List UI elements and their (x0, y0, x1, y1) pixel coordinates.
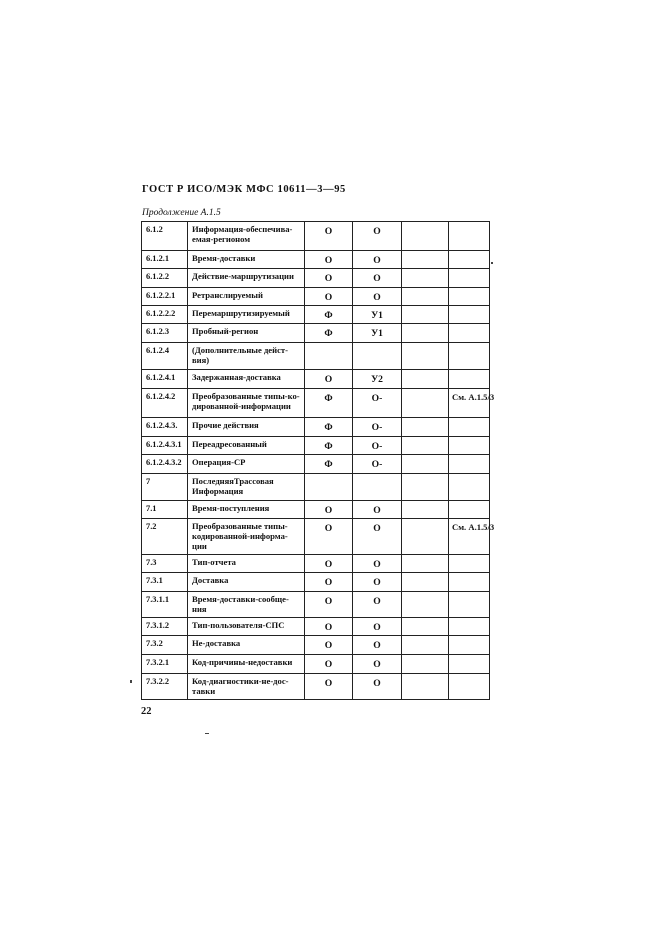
base-status (305, 474, 353, 501)
table-row (142, 673, 490, 699)
element-name: Преобразованные типы-ко-дированной-информации (188, 389, 305, 418)
base-status: О (305, 591, 353, 617)
profile-status: У1 (353, 324, 402, 343)
section-number: 6.1.2.1 (142, 251, 188, 269)
section-number: 6.1.2 (142, 222, 188, 251)
reference-note (449, 324, 490, 343)
support-status (402, 554, 449, 572)
section-number: 7.1 (142, 501, 188, 519)
profile-status: О (353, 572, 402, 591)
profile-status (353, 474, 402, 501)
reference-note: См. А.1.5/3 (449, 389, 490, 418)
table-row (142, 269, 490, 288)
base-status: О (305, 554, 353, 572)
base-status (305, 343, 353, 370)
support-status (402, 617, 449, 635)
reference-note (449, 418, 490, 437)
reference-note (449, 591, 490, 617)
reference-note (449, 617, 490, 635)
support-status (402, 635, 449, 654)
support-status (402, 519, 449, 555)
profile-status: О (353, 288, 402, 306)
support-status (402, 654, 449, 673)
reference-note (449, 306, 490, 324)
reference-note (449, 288, 490, 306)
profile-status: О (353, 654, 402, 673)
table-row (142, 437, 490, 455)
section-number: 7.3.2 (142, 635, 188, 654)
profile-status: О (353, 519, 402, 555)
base-status: О (305, 251, 353, 269)
reference-note (449, 251, 490, 269)
table-row (142, 343, 490, 370)
base-status: О (305, 673, 353, 699)
element-name: Код-диагностики-не-дос-тавки (188, 673, 305, 699)
table-row (142, 222, 490, 251)
page-number: 22 (141, 706, 152, 717)
profile-status: О (353, 673, 402, 699)
base-status: О (305, 654, 353, 673)
profile-status: О (353, 251, 402, 269)
table-row (142, 519, 490, 555)
base-status: О (305, 288, 353, 306)
profile-status: О (353, 591, 402, 617)
reference-note (449, 343, 490, 370)
document-title: ГОСТ Р ИСО/МЭК МФС 10611—3—95 (142, 184, 346, 195)
support-status (402, 288, 449, 306)
reference-note (449, 554, 490, 572)
table-row (142, 654, 490, 673)
base-status: Ф (305, 389, 353, 418)
base-status: О (305, 222, 353, 251)
section-number: 6.1.2.4 (142, 343, 188, 370)
section-number: 7.3.2.2 (142, 673, 188, 699)
section-number: 7.3.1.1 (142, 591, 188, 617)
section-number: 6.1.2.4.2 (142, 389, 188, 418)
base-status: Ф (305, 306, 353, 324)
reference-note (449, 269, 490, 288)
profile-status (353, 343, 402, 370)
base-status: О (305, 635, 353, 654)
reference-note (449, 501, 490, 519)
table-row (142, 251, 490, 269)
element-name: Прочие действия (188, 418, 305, 437)
section-number: 6.1.2.3 (142, 324, 188, 343)
support-status (402, 306, 449, 324)
table-row (142, 306, 490, 324)
profile-status: О (353, 501, 402, 519)
base-status: О (305, 617, 353, 635)
section-number: 6.1.2.4.3.2 (142, 455, 188, 474)
element-name: Код-причины-недоставки (188, 654, 305, 673)
section-number: 6.1.2.2.2 (142, 306, 188, 324)
table-row (142, 418, 490, 437)
profile-status: О (353, 617, 402, 635)
support-status (402, 673, 449, 699)
support-status (402, 324, 449, 343)
base-status: О (305, 519, 353, 555)
table-row (142, 288, 490, 306)
profile-status: О- (353, 418, 402, 437)
requirements-table (141, 221, 495, 700)
profile-status: О (353, 222, 402, 251)
element-name: Перемаршрутизируемый (188, 306, 305, 324)
reference-note (449, 673, 490, 699)
base-status: О (305, 572, 353, 591)
support-status (402, 222, 449, 251)
support-status (402, 343, 449, 370)
element-name: Преобразованные типы-кодированной-информа-ции (188, 519, 305, 555)
base-status: О (305, 501, 353, 519)
reference-note (449, 654, 490, 673)
element-name: Пробный-регион (188, 324, 305, 343)
table-row (142, 389, 490, 418)
reference-note (449, 370, 490, 389)
element-name: Операция-СР (188, 455, 305, 474)
table-row (142, 455, 490, 474)
profile-status: О (353, 554, 402, 572)
reference-note (449, 572, 490, 591)
support-status (402, 474, 449, 501)
support-status (402, 591, 449, 617)
support-status (402, 269, 449, 288)
scan-speck (491, 262, 493, 264)
element-name: Время-поступления (188, 501, 305, 519)
base-status: О (305, 370, 353, 389)
table-row (142, 501, 490, 519)
table-row (142, 635, 490, 654)
reference-note (449, 455, 490, 474)
element-name: (Дополнительные дейст-вия) (188, 343, 305, 370)
base-status: Ф (305, 418, 353, 437)
element-name: Ретранслируемый (188, 288, 305, 306)
scan-speck (205, 733, 209, 734)
element-name: Не-доставка (188, 635, 305, 654)
profile-status: У1 (353, 306, 402, 324)
section-number: 7.3.1 (142, 572, 188, 591)
table-row (142, 324, 490, 343)
support-status (402, 370, 449, 389)
base-status: О (305, 269, 353, 288)
table-row (142, 591, 490, 617)
support-status (402, 455, 449, 474)
reference-note (449, 437, 490, 455)
support-status (402, 389, 449, 418)
profile-status: О- (353, 455, 402, 474)
support-status (402, 418, 449, 437)
section-number: 7.3.2.1 (142, 654, 188, 673)
support-status (402, 572, 449, 591)
profile-status: О (353, 269, 402, 288)
section-number: 6.1.2.2 (142, 269, 188, 288)
element-name: ПоследняяТрассовая Информация (188, 474, 305, 501)
table-row (142, 554, 490, 572)
reference-note (449, 635, 490, 654)
section-number: 7 (142, 474, 188, 501)
element-name: Время-доставки-сообще-ния (188, 591, 305, 617)
section-number: 7.3.1.2 (142, 617, 188, 635)
profile-status: О- (353, 389, 402, 418)
element-name: Доставка (188, 572, 305, 591)
profile-status: О (353, 635, 402, 654)
element-name: Тип-отчета (188, 554, 305, 572)
section-number: 7.2 (142, 519, 188, 555)
section-number: 6.1.2.2.1 (142, 288, 188, 306)
element-name: Задержанная-доставка (188, 370, 305, 389)
section-number: 7.3 (142, 554, 188, 572)
profile-status: О- (353, 437, 402, 455)
section-number: 6.1.2.4.3.1 (142, 437, 188, 455)
scan-speck (130, 680, 132, 683)
reference-note: См. А.1.5/3 (449, 519, 490, 555)
table-body (142, 222, 495, 700)
section-number: 6.1.2.4.1 (142, 370, 188, 389)
element-name: Информация-обеспечива-емая-регионом (188, 222, 305, 251)
continuation-label: Продолжение А.1.5 (142, 208, 221, 218)
reference-note (449, 222, 490, 251)
reference-note (449, 474, 490, 501)
base-status: Ф (305, 324, 353, 343)
element-name: Тип-пользователя-СПС (188, 617, 305, 635)
section-number: 6.1.2.4.3. (142, 418, 188, 437)
support-status (402, 437, 449, 455)
table-row (142, 617, 490, 635)
support-status (402, 251, 449, 269)
base-status: Ф (305, 437, 353, 455)
table-row (142, 572, 490, 591)
profile-status: У2 (353, 370, 402, 389)
table-row (142, 474, 490, 501)
table-row (142, 370, 490, 389)
element-name: Действие-маршрутизации (188, 269, 305, 288)
support-status (402, 501, 449, 519)
element-name: Время-доставки (188, 251, 305, 269)
element-name: Переадресованный (188, 437, 305, 455)
base-status: Ф (305, 455, 353, 474)
